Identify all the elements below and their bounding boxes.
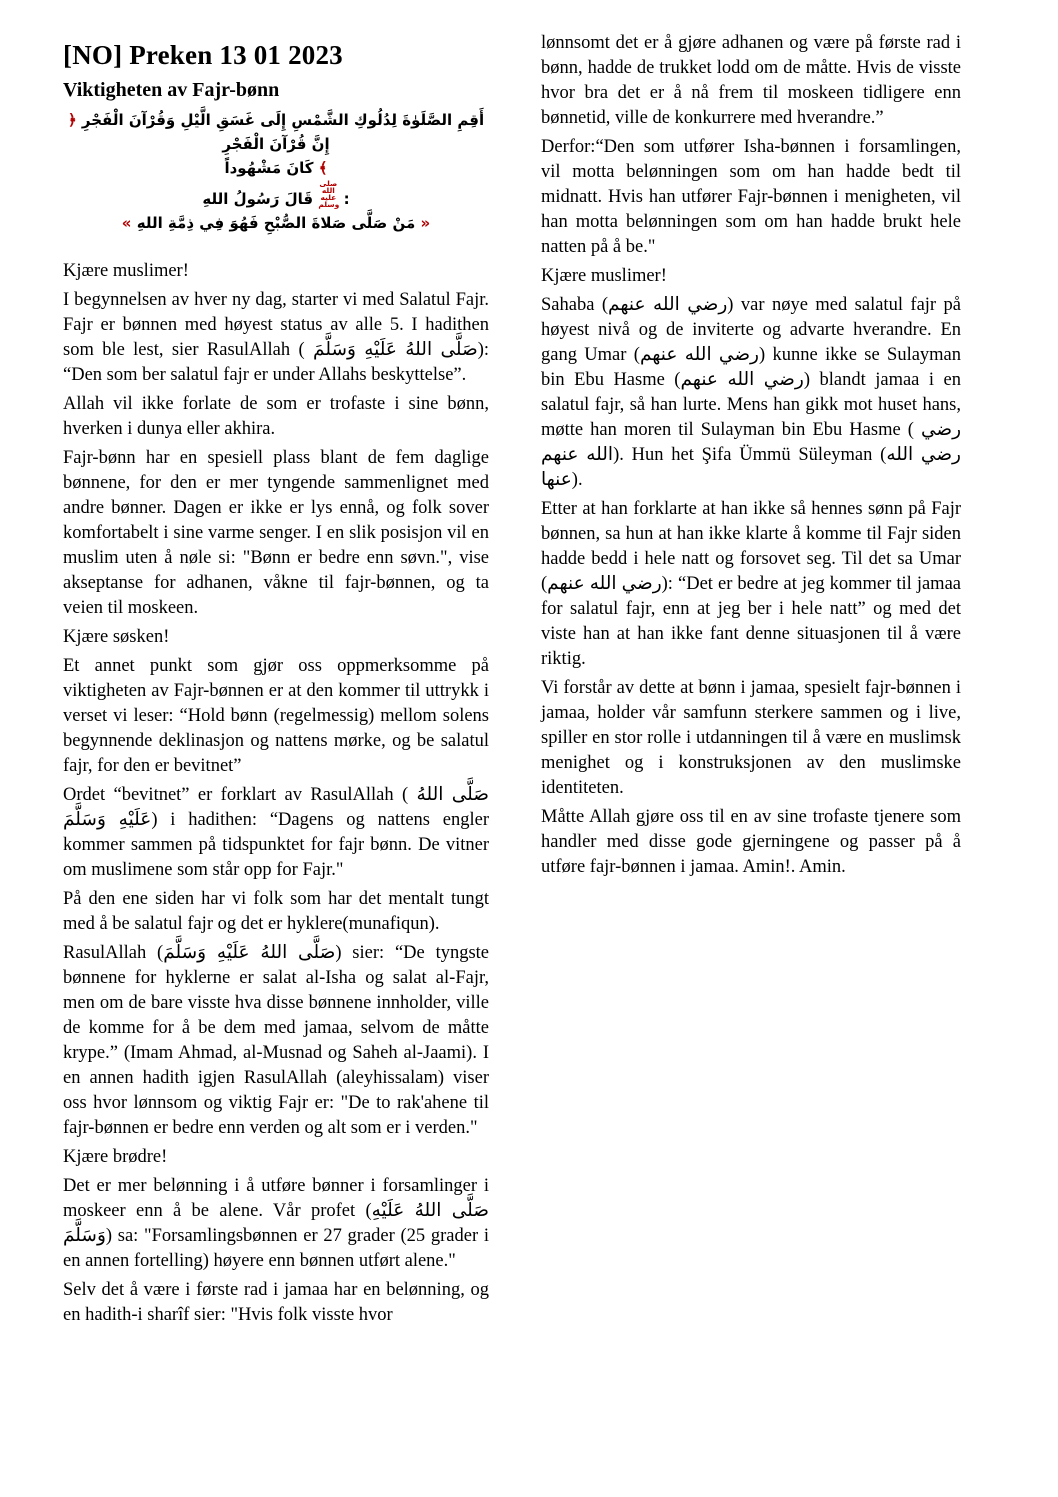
- paragraph: Ordet “bevitnet” er forklart av RasulAllah ( صَلَّى اللهُ عَلَيْهِ وَسَلَّمَ) i hadithen: “Dagens og nattens engler kommer sammen på tidspunktet for fajr bønn. De vitner om muslimene som står opp for Fajr.": [63, 785, 490, 880]
- paragraph: Derfor:“Den som utfører Isha-bønnen i forsamlingen, vil motta belønningen som om han hadde bedt til midnatt. Hvis han utfører Fajr-bønnen i menigheten, vil han motta belønningen som om han hadde brukt hele natten på å be.": [541, 137, 961, 257]
- right-column: [541, 31, 961, 884]
- paragraph: Fajr-bønn har en spesiell plass blant de fem daglige bønnene, for den er mer tyngende sammenlignet med andre bønner. Dagen er ikke er lys ennå, og folk sover komfortabelt i sine varme senger. I en slik posisjon vil en muslim uten å nøle si: "Bønn er bedre enn søvn.", vise akseptanse for adhanen, våkne til fajr-bønnen, og ta veien til moskeen.: [63, 448, 489, 618]
- paragraph-greeting: Kjære muslimer!: [63, 261, 189, 281]
- paragraph: RasulAllah (صَلَّى اللهُ عَلَيْهِ وَسَلَّمَ) sier: “De tyngste bønnene for hyklerne er salat al-Isha og salat al-Fajr, men om de bare visste hva disse bønnene innholder, ville de komme for å be dem med jamaa, selvom de måtte krype.” (Imam Ahmad, al-Musnad og Saheh al-Jaami). I en annen hadith igjen RasulAllah (aleyhissalam) viser oss hvor lønnsom og viktig Fajr er: "De to rak'ahene til fajr-bønnen er bedre enn verden og alt som er i verden.": [63, 943, 490, 1138]
- arabic-quote-block: [63, 108, 489, 235]
- paragraph: Etter at han forklarte at han ikke så hennes sønn på Fajr bønnen, sa hun at han ikke klarte å komme til Fajr siden hadde bedd i hele natt og forsovet seg. Til det sa Umar (رضي الله عنهم): “Det er bedre at jeg kommer til jamaa for salatul fajr, enn at jeg ber i hele natt” og med det viste han at han ikke fant denne situasjonen til å være riktig.: [541, 499, 961, 669]
- paragraph: lønnsomt det er å gjøre adhanen og være på første rad i bønn, hadde de trukket lodd om de måtte. Hvis de visste hvor bra det er å nå frem til moskeen tidligere enn bønnetid, ville de konkurrere med hverandre.”: [541, 33, 961, 128]
- paragraph: På den ene siden har vi folk som har det mentalt tungt med å be salatul fajr og det er hyklere(munafiqun).: [63, 889, 489, 934]
- arabic-verse-line-2: [63, 156, 489, 180]
- ornate-open-bracket: ﴿: [67, 111, 77, 129]
- arabic-verse-line-1: [63, 108, 489, 156]
- arabic-verse-text-2: كَانَ مَشْهُوداً: [224, 159, 314, 177]
- arabic-hadith-line: [63, 211, 489, 235]
- saw-calligraphy-stamp: صلى الله عليه وسلم: [318, 179, 340, 209]
- paragraph: I begynnelsen av hver ny dag, starter vi med Salatul Fajr. Fajr er bønnen med høyest status av alle 5. I hadithen som ble lest, sier RasulAllah ( صَلَّى اللهُ عَلَيْهِ وَسَلَّمَ): “Den som ber salatul fajr er under Allahs beskyttelse”.: [63, 290, 490, 385]
- paragraph-greeting: Kjære brødre!: [63, 1147, 168, 1167]
- ornate-close-bracket: ﴾: [318, 159, 328, 177]
- document-title: [NO] Preken 13 01 2023: [63, 40, 343, 70]
- paragraph: Vi forstår av dette at bønn i jamaa, spesielt fajr-bønnen i jamaa, holder vår samfunn sterkere sammen og i live, spiller en stor rolle i utdanningen til å være en muslimsk menighet og i konstruksjonen av den muslimske identiteten.: [541, 678, 961, 798]
- arabic-verse-text-1: أَقِمِ الصَّلَوٰةَ لِدُلُوكِ الشَّمْسِ إِلَى غَسَقِ الَّيْلِ وَقُرْآنَ الْفَجْرِ إِنَّ قُرْآنَ الْفَجْرِ: [81, 111, 485, 153]
- colon: :: [343, 190, 350, 208]
- arabic-qala-line: [63, 180, 489, 211]
- paragraph: Måtte Allah gjøre oss til en av sine trofaste tjenere som handler med disse gode gjerningene og passer på å utføre fajr-bønnen i jamaa. Amin!. Amin.: [541, 807, 961, 877]
- open-guillemet: «: [121, 214, 132, 232]
- paragraph: Allah vil ikke forlate de som er trofaste i sine bønn, hverken i dunya eller akhira.: [63, 394, 489, 439]
- paragraph-greeting: Kjære muslimer!: [541, 266, 667, 286]
- paragraph: Selv det å være i første rad i jamaa har en belønning, og en hadith-i sharîf sier: "Hvis folk visste hvor: [63, 1280, 489, 1325]
- paragraph: Et annet punkt som gjør oss oppmerksomme på viktigheten av Fajr-bønnen er at den kommer til uttrykk i verset vi leser: “Hold bønn (regelmessig) mellom solens begynnende deklinasjon og nattens mørke, og be salatul fajr, for den er bevitnet”: [63, 656, 489, 776]
- document-subtitle: Viktigheten av Fajr-bønn: [63, 79, 280, 101]
- paragraph: Det er mer belønning i å utføre bønner i forsamlinger i moskeer enn å be alene. Vår profet (صَلَّى اللهُ عَلَيْهِ وَسَلَّمَ) sa: "Forsamlingsbønnen er 27 grader (25 grader i en annen fortelling) høyere enn bønnen utført alene.": [63, 1176, 489, 1271]
- left-column: [63, 40, 489, 1332]
- paragraph: Sahaba (رضي الله عنهم) var nøye med salatul fajr på høyest nivå og de inviterte og advarte hverandre. En gang Umar (رضي الله عنهم) kunne ikke se Sulayman bin Ebu Hasme (رضي الله عنهم) blandt jamaa i en salatul fajr, så han lurte. Mens han gikk mot huset hans, møtte han moren til Sulayman bin Ebu Hasme ( رضي الله عنهم). Hun het Şifa Ümmü Süleyman (رضي الله عنها).: [541, 295, 962, 490]
- close-guillemet: »: [420, 214, 431, 232]
- qala-rasulallah-text: قَالَ رَسُولُ اللهِ: [202, 190, 314, 208]
- arabic-hadith-text: مَنْ صَلَّى صَلاةَ الصُّبْحِ فَهُوَ فِي ذِمَّةِ اللهِ: [136, 214, 416, 232]
- paragraph-greeting: Kjære søsken!: [63, 627, 170, 647]
